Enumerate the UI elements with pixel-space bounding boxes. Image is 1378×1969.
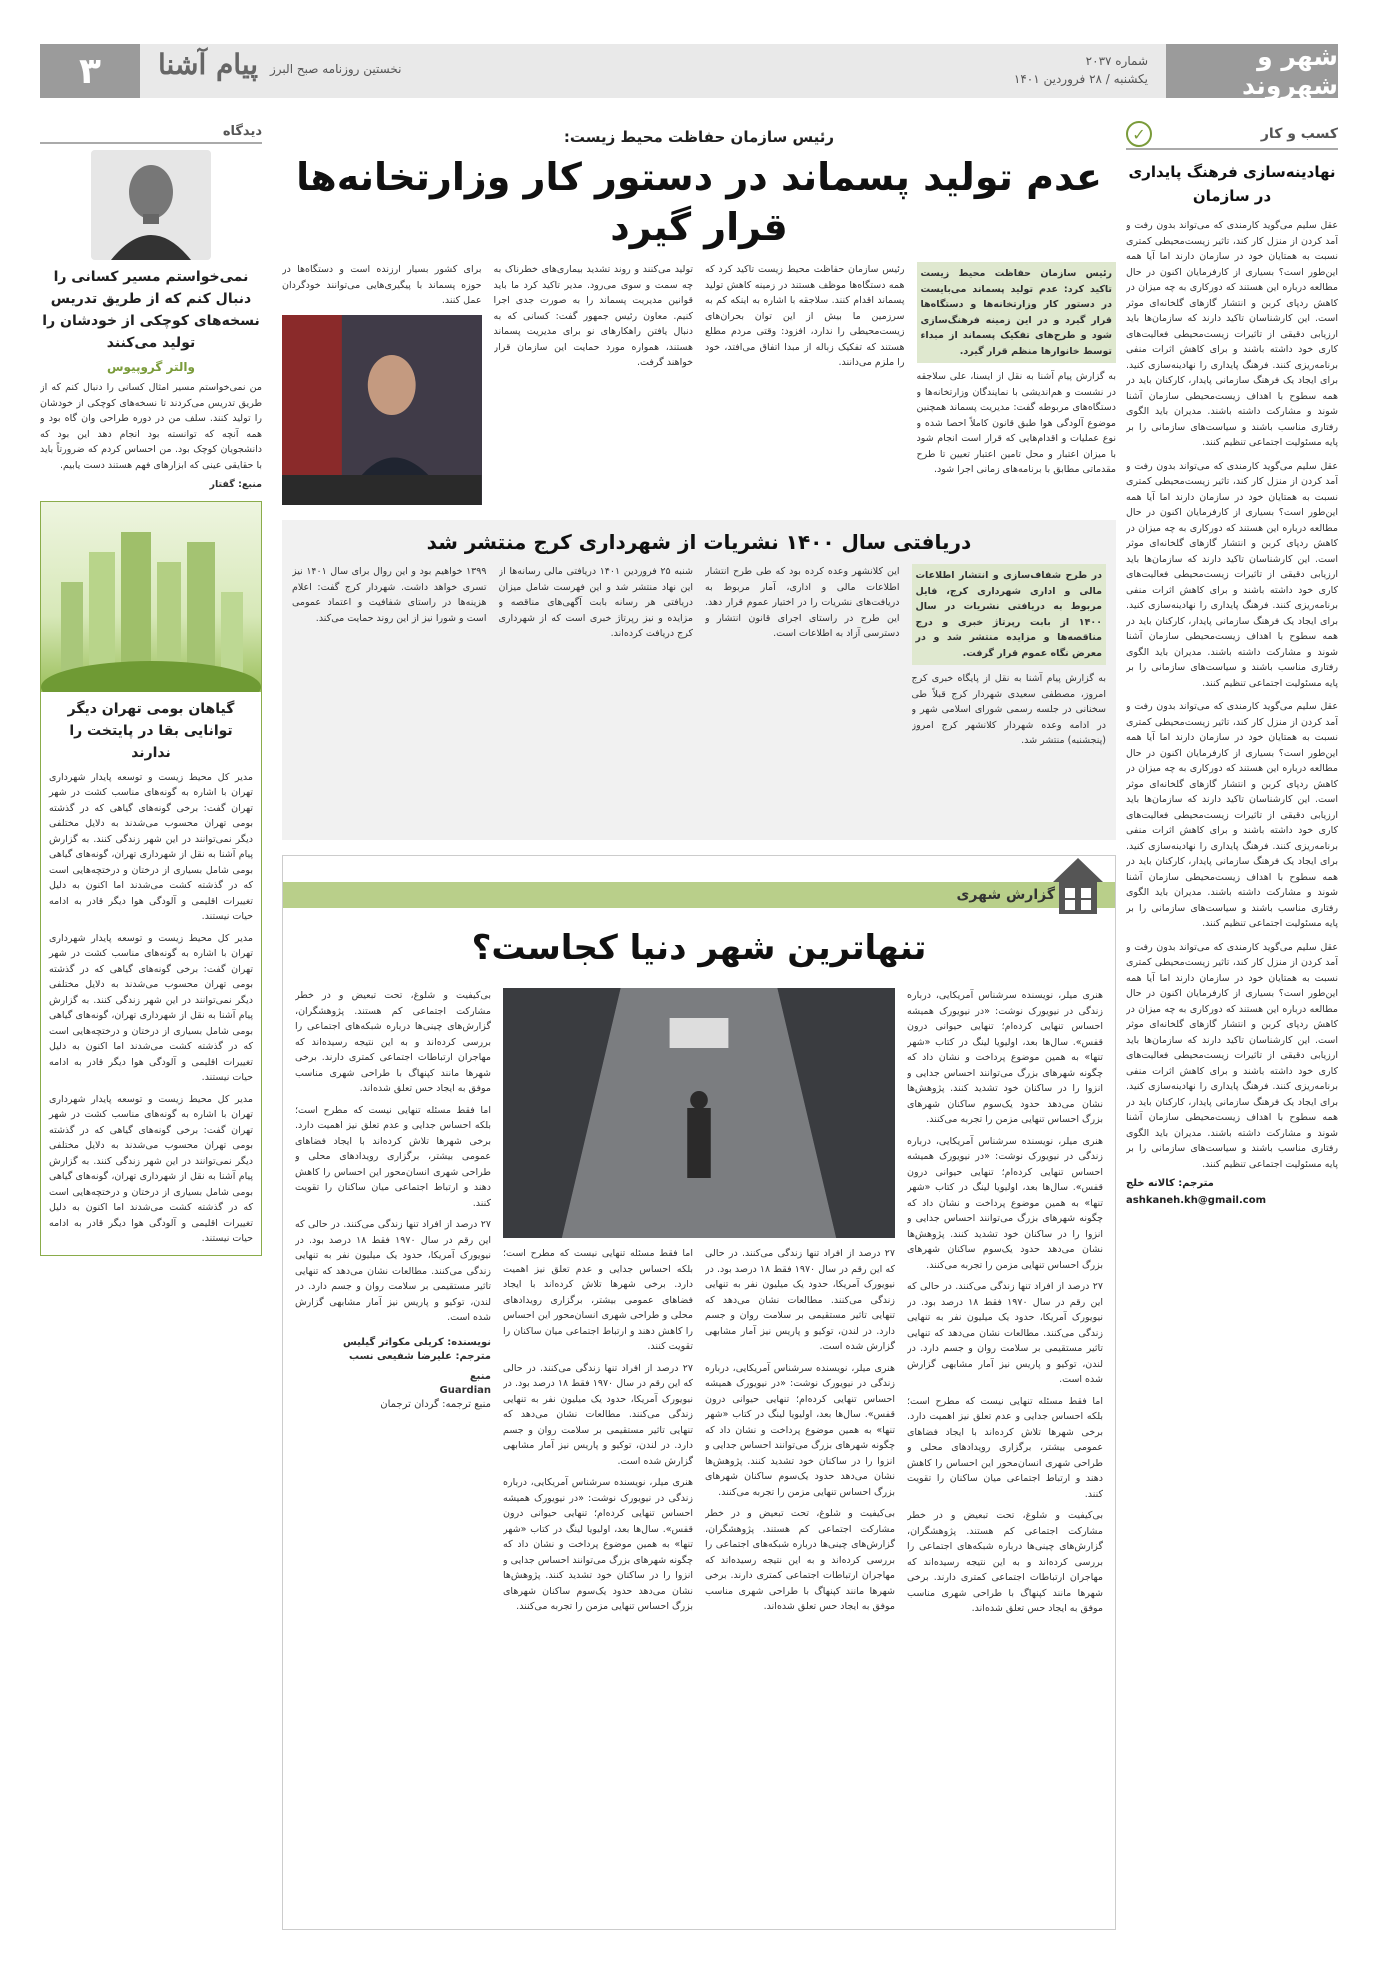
report-col-1-text-2: هنری میلر، نویسنده سرشناس آمریکایی، درباره زندگی در نیویورک نوشت: «در نیویورک همیشه احساس تنهایی کرده‌ام؛ تنهایی حیوانی درون قفس». سال‌ها بعد، اولیویا لینگ در کتاب «شهر تنها» به همین موضوع پرداخت و نشان داد که چگونه شهرهای بزرگ می‌توانند احساس جدایی و انزوا را در ساکنان خود تشدید کنند. پژوهش‌ها نشان می‌دهد حدود یک‌سوم ساکنان شهرهای بزرگ احساس تنهایی مزمن را تجربه می‌کنند. xyxy=(907,1135,1103,1271)
main-headline: عدم تولید پسماند در دستور کار وزارتخانه‌ها قرار گیرد xyxy=(296,155,1102,249)
city-report-title: تنهاترین شهر دنیا کجاست؟ xyxy=(471,928,927,968)
report-col-4 xyxy=(295,988,491,1938)
report-col-3-text: اما فقط مسئله تنهایی نیست که مطرح است؛ بلکه احساس جدایی و عدم تعلق نیز اهمیت دارد. برخی شهرها تلاش کرده‌اند با ایجاد فضاهای عمومی بیشتر، برگزاری رویدادهای محلی و طراحی شهری انسان‌محور این احساس را کاهش دهند و ارتباط اجتماعی میان ساکنان را تقویت کنند. xyxy=(503,1248,693,1352)
karaj-col-1-text: به گزارش پیام آشنا به نقل از پایگاه خبری کرج امروز، مصطفی سعیدی شهردار کرج قبلاً طی سخنانی در جلسه رسمی شورای اسلامی شهر و در ادامه وعده شهردار کلانشهر کرج امروز (پنجشنبه) منتشر شد. xyxy=(911,673,1106,746)
native-plants-box xyxy=(40,501,262,1256)
report-col-3-text-3: هنری میلر، نویسنده سرشناس آمریکایی، درباره زندگی در نیویورک نوشت: «در نیویورک همیشه احساس تنهایی کرده‌ام؛ تنهایی حیوانی درون قفس». سال‌ها بعد، اولیویا لینگ در کتاب «شهر تنها» به همین موضوع پرداخت و نشان داد که چگونه شهرهای بزرگ می‌توانند احساس جدایی و انزوا را در ساکنان خود تشدید کنند. پژوهش‌ها نشان می‌دهد حدود یک‌سوم ساکنان شهرهای بزرگ احساس تنهایی مزمن را تجربه می‌کنند. xyxy=(503,1477,693,1612)
source-value: Guardian xyxy=(439,1384,491,1396)
house-icon xyxy=(1051,856,1105,916)
report-col-3-text-2: ۲۷ درصد از افراد تنها زندگی می‌کنند. در حالی که این رقم در سال ۱۹۷۰ فقط ۱۸ درصد بود. در نیویورک آمریکا، حدود یک میلیون نفر به تنهایی زندگی می‌کنند. مطالعات نشان می‌دهد که تنهایی تاثیر مستقیمی بر سلامت روان و جسم دارد. در لندن، توکیو و پاریس نیز آمار مشابهی گزارش شده است. xyxy=(503,1362,693,1467)
main-article xyxy=(282,128,1116,512)
karaj-lead: در طرح شفاف‌سازی و انتشار اطلاعات مالی و اداری شهرداری کرج، فایل مربوط به دریافتی نشریات در سال ۱۴۰۰ از بابت رپرتاژ خبری و درج مناقصه‌ها و مزایده منتشر شد و در معرض نگاه عموم قرار گرفت. xyxy=(912,564,1107,665)
report-col-3 xyxy=(503,1246,693,1615)
main-col-1 xyxy=(917,262,1117,512)
report-inner-cols xyxy=(503,1246,895,1615)
main-lead: رئیس سازمان حفاظت محیط زیست تاکید کرد: عدم تولید پسماند می‌بایست در دستور کار وزارتخانه‌ها و دستگاه‌ها قرار گیرد و در این زمینه فرهنگ‌سازی شود و طرح‌های تفکیک پسماند از مبداء توسط خانوارها منظم قرار گیرد. xyxy=(917,262,1117,363)
main-col-3: تولید می‌کنند و روند تشدید بیماری‌های خطرناک به چه سمت و سوی می‌رود. مدیر تاکید کرد ما باید قوانین مدیریت پسماند را به صورت جدی اجرا کنیم. معاون رئیس جمهور گفت: کسانی که به دنبال یافتن راهکارهای نو برای مدیریت پسماند هستند، همواره مورد حمایت این سازمان قرار خواهند گرفت. xyxy=(493,264,693,368)
main-col-4 xyxy=(282,262,482,512)
subway-photo-image xyxy=(503,988,895,1238)
report-credits xyxy=(295,1336,491,1412)
source-translator: منبع ترجمه: گردان ترجمان xyxy=(380,1398,491,1410)
green-city-illustration xyxy=(41,502,261,692)
city-skyline-graphic xyxy=(41,502,261,692)
center-content xyxy=(282,120,1116,1930)
newspaper-logo: پیام آشنا xyxy=(158,48,259,81)
report-col-2-text-2: هنری میلر، نویسنده سرشناس آمریکایی، درباره زندگی در نیویورک نوشت: «در نیویورک همیشه احساس تنهایی کرده‌ام؛ تنهایی حیوانی درون قفس». سال‌ها بعد، اولیویا لینگ در کتاب «شهر تنها» به همین موضوع پرداخت و نشان داد که چگونه شهرهای بزرگ می‌توانند احساس جدایی و انزوا را در ساکنان خود تشدید کنند. پژوهش‌ها نشان می‌دهد حدود یک‌سوم ساکنان شهرهای بزرگ احساس تنهایی مزمن را تجربه می‌کنند. xyxy=(705,1362,895,1498)
karaj-col-2: این کلانشهر وعده کرده بود که طی طرح انتشار اطلاعات مالی و اداری، آمار مربوط به دریافت‌های نشریات را در اختیار عموم قرار دهد. این طرح در راستای اجرای قانون انتشار و دسترسی آزاد به اطلاعات است. xyxy=(705,566,900,639)
checkmark-icon: ✓ xyxy=(1126,121,1152,147)
business-email[interactable]: ashkaneh.kh@gmail.com xyxy=(1126,1195,1267,1206)
business-header xyxy=(1126,120,1338,150)
main-article-columns xyxy=(282,262,1116,512)
native-plants-body-continued-2: مدیر کل محیط زیست و توسعه پایدار شهرداری تهران با اشاره به گونه‌های مناسب کشت در شهر تهران گفت: برخی گونه‌های گیاهی که در گذشته بومی تهران محسوب می‌شدند به دلایل مختلفی دیگر نمی‌توانند در این شهر زندگی کنند. به گزارش پیام آشنا به نقل از شهرداری تهران، گونه‌های گیاهی بومی شامل بسیاری از درختان و درختچه‌هایی است که در گذشته کشت می‌شدند اما اکنون به دلیل تغییرات اقلیمی و آلودگی هوا دیگر قادر به ادامه حیات نیستند. xyxy=(49,1093,253,1244)
tagline: نخستین روزنامه صبح البرز xyxy=(270,62,402,76)
karaj-columns xyxy=(292,564,1106,814)
business-body-continued-3: عقل سلیم می‌گوید کارمندی که می‌تواند بدون رفت و آمد کردن از منزل کار کند، تاثیر زیست‌محیطی کمتری نسبت به همتایان خود در سازمان دارند اما آیا همه این‌طور است؟ بسیاری از کارفرمایان اکنون در حال مطالعه درباره این هستند که دورکاری به چه میزان در کاهش ردپای کربن و انتشار گازهای گلخانه‌ای موثر است. این کارشناسان تاکید دارند که سازمان‌ها باید ارزیابی دقیقی از تاثیرات زیست‌محیطی فعالیت‌های کاری خود داشته باشند و برای کاهش اثرات منفی برنامه‌ریزی کنند. فرهنگ پایداری را نهادینه‌سازی کنید. برای ایجاد یک فرهنگ سازمانی پایدار، کارکنان باید در همه سطوح با اهداف زیست‌محیطی سازمان آشنا شوند و مشارکت داشته باشند. مدیران باید الگوی رفتاری مناسب باشند و سیاست‌های سازمانی را بر پایه مسئولیت اجتماعی تنظیم کنند. xyxy=(1126,941,1338,1170)
business-body: عقل سلیم می‌گوید کارمندی که می‌تواند بدون رفت و آمد کردن از منزل کار کند، تاثیر زیست‌محیطی کمتری نسبت به همتایان خود در سازمان دارند اما آیا همه این‌طور است؟ بسیاری از کارفرمایان اکنون در حال مطالعه درباره این هستند که دورکاری به چه میزان در کاهش ردپای کربن و انتشار گازهای گلخانه‌ای موثر است. این کارشناسان تاکید دارند که سازمان‌ها باید ارزیابی دقیقی از تاثیرات زیست‌محیطی فعالیت‌های کاری خود داشته باشند و برای کاهش اثرات منفی برنامه‌ریزی کنند. فرهنگ پایداری را نهادینه‌سازی کنید. برای ایجاد یک فرهنگ سازمانی پایدار، کارکنان باید در همه سطوح با اهداف زیست‌محیطی سازمان آشنا شوند و مشارکت داشته باشند. مدیران باید الگوی رفتاری مناسب باشند و سیاست‌های سازمانی را بر پایه مسئولیت اجتماعی تنظیم کنند. xyxy=(1126,220,1338,448)
report-col-1-text-5: بی‌کیفیت و شلوغ، تحت تبعیض و در خطر مشارکت اجتماعی کم هستند. پژوهشگران، گزارش‌های چینی‌ها درباره شبکه‌های اجتماعی را بررسی کرده‌اند و به این نتیجه رسیده‌اند که مهاجران ارتباطات اجتماعی کمتری دارند. برخی شهرها مانند کپنهاگ با طراحی شهری مناسب موفق به ایجاد حس تعلق شده‌اند. xyxy=(907,1510,1103,1614)
karaj-article xyxy=(282,520,1116,840)
business-label: کسب و کار xyxy=(1260,126,1338,142)
issue-info xyxy=(1014,52,1148,88)
report-col-4-text-3: ۲۷ درصد از افراد تنها زندگی می‌کنند. در حالی که این رقم در سال ۱۹۷۰ فقط ۱۸ درصد بود. در نیویورک آمریکا، حدود یک میلیون نفر به تنهایی زندگی می‌کنند. مطالعات نشان می‌دهد که تنهایی تاثیر مستقیمی بر سلامت روان و جسم دارد. در لندن، توکیو و پاریس نیز آمار مشابهی گزارش شده است. xyxy=(295,1219,491,1323)
opinion-author: والتر گروپیوس xyxy=(106,360,195,374)
report-translator: مترجم: علیرضا شفیعی نسب xyxy=(348,1350,491,1362)
business-author: مترجم: کالانه خلج xyxy=(1126,1178,1214,1189)
report-col-1-text-4: اما فقط مسئله تنهایی نیست که مطرح است؛ بلکه احساس جدایی و عدم تعلق نیز اهمیت دارد. برخی شهرها تلاش کرده‌اند با ایجاد فضاهای عمومی بیشتر، برگزاری رویدادهای محلی و طراحی شهری انسان‌محور این احساس را کاهش دهند و ارتباط اجتماعی میان ساکنان را تقویت کنند. xyxy=(907,1395,1103,1500)
karaj-col-1 xyxy=(912,564,1107,814)
report-col-4-text-2: اما فقط مسئله تنهایی نیست که مطرح است؛ بلکه احساس جدایی و عدم تعلق نیز اهمیت دارد. برخی شهرها تلاش کرده‌اند با ایجاد فضاهای عمومی بیشتر، برگزاری رویدادهای محلی و طراحی شهری انسان‌محور این احساس را کاهش دهند و ارتباط اجتماعی میان ساکنان را تقویت کنند. xyxy=(295,1104,491,1209)
karaj-col-4: ۱۳۹۹ خواهیم بود و این روال برای سال ۱۴۰۱ نیز تسری خواهد داشت. شهردار کرج گفت: اعلام هزینه‌ها در راستای شفافیت و اعتماد عمومی است و شورا نیز از این روند حمایت می‌کند. xyxy=(292,566,487,624)
subway-photo xyxy=(503,988,895,1238)
author-portrait xyxy=(91,150,211,260)
opinion-body: من نمی‌خواستم مسیر امثال کسانی را دنبال کنم که از طریق تدریس می‌کردند تا نسخه‌های کوچکی از خودشان را تولید کنند. سلف من در دوره طراحی وان گاه بود و همه آنچه که توانسته بود انجام دهد این بود که دانشجویان کوچک بود. من احساس کردم که ضرورتاً باید با حقایقی عینی که ابزارهای فهم هستند دست یابیم. xyxy=(40,382,262,471)
report-col-1-text: هنری میلر، نویسنده سرشناس آمریکایی، درباره زندگی در نیویورک نوشت: «در نیویورک همیشه احساس تنهایی کرده‌ام؛ تنهایی حیوانی درون قفس». سال‌ها بعد، اولیویا لینگ در کتاب «شهر تنها» به همین موضوع پرداخت و نشان داد که چگونه شهرهای بزرگ می‌توانند احساس جدایی و انزوا را در ساکنان خود تشدید کنند. پژوهش‌ها نشان می‌دهد حدود یک‌سوم ساکنان شهرهای بزرگ احساس تنهایی مزمن را تجربه می‌کنند. xyxy=(907,990,1103,1125)
report-col-1-text-3: ۲۷ درصد از افراد تنها زندگی می‌کنند. در حالی که این رقم در سال ۱۹۷۰ فقط ۱۸ درصد بود. در نیویورک آمریکا، حدود یک میلیون نفر به تنهایی زندگی می‌کنند. مطالعات نشان می‌دهد که تنهایی تاثیر مستقیمی بر سلامت روان و جسم دارد. در لندن، توکیو و پاریس نیز آمار مشابهی گزارش شده است. xyxy=(907,1281,1103,1385)
issue-number: شماره ۲۰۳۷ xyxy=(1085,54,1148,68)
official-photo-image xyxy=(282,315,482,505)
native-plants-body: مدیر کل محیط زیست و توسعه پایدار شهرداری تهران با اشاره به گونه‌های مناسب کشت در شهر تهران گفت: برخی گونه‌های گیاهی که در گذشته بومی تهران محسوب می‌شدند به دلایل مختلفی دیگر نمی‌توانند در این شهر زندگی کنند. به گزارش پیام آشنا به نقل از شهرداری تهران، گونه‌های گیاهی بومی شامل بسیاری از درختان و درختچه‌هایی است که در گذشته کشت می‌شدند اما اکنون به دلیل تغییرات اقلیمی و آلودگی هوا دیگر قادر به ادامه حیات نیستند. xyxy=(49,771,253,922)
report-col-2 xyxy=(705,1246,895,1615)
native-plants-title: گیاهان بومی تهران دیگر توانایی بقا در پایتخت را ندارند xyxy=(67,700,235,761)
page-header xyxy=(40,44,1338,98)
portrait-image xyxy=(91,150,211,260)
karaj-headline: دریافتی سال ۱۴۰۰ نشریات از شهرداری کرج منتشر شد xyxy=(426,530,972,554)
report-col-2-text: ۲۷ درصد از افراد تنها زندگی می‌کنند. در حالی که این رقم در سال ۱۹۷۰ فقط ۱۸ درصد بود. در نیویورک آمریکا، حدود یک میلیون نفر به تنهایی زندگی می‌کنند. مطالعات نشان می‌دهد که تنهایی تاثیر مستقیمی بر سلامت روان و جسم دارد. در لندن، توکیو و پاریس نیز آمار مشابهی گزارش شده است. xyxy=(705,1248,895,1352)
report-col-4-text: بی‌کیفیت و شلوغ، تحت تبعیض و در خطر مشارکت اجتماعی کم هستند. پژوهشگران، گزارش‌های چینی‌ها درباره شبکه‌های اجتماعی را بررسی کرده‌اند و به این نتیجه رسیده‌اند که مهاجران ارتباطات اجتماعی کمتری دارند. برخی شهرها مانند کپنهاگ با طراحی شهری مناسب موفق به ایجاد حس تعلق شده‌اند. xyxy=(295,990,491,1094)
report-col-1 xyxy=(907,988,1103,1938)
official-photo xyxy=(282,315,482,505)
report-col-2-3 xyxy=(503,988,895,1938)
business-column xyxy=(1126,120,1338,1930)
city-report xyxy=(282,855,1116,1930)
business-body-continued: عقل سلیم می‌گوید کارمندی که می‌تواند بدون رفت و آمد کردن از منزل کار کند، تاثیر زیست‌محیطی کمتری نسبت به همتایان خود در سازمان دارند اما آیا همه این‌طور است؟ بسیاری از کارفرمایان اکنون در حال مطالعه درباره این هستند که دورکاری به چه میزان در کاهش ردپای کربن و انتشار گازهای گلخانه‌ای موثر است. این کارشناسان تاکید دارند که سازمان‌ها باید ارزیابی دقیقی از تاثیرات زیست‌محیطی فعالیت‌های کاری خود داشته باشند و برای کاهش اثرات منفی برنامه‌ریزی کنند. فرهنگ پایداری را نهادینه‌سازی کنید. برای ایجاد یک فرهنگ سازمانی پایدار، کارکنان باید در همه سطوح با اهداف زیست‌محیطی سازمان آشنا شوند و مشارکت داشته باشند. مدیران باید الگوی رفتاری مناسب باشند و سیاست‌های سازمانی را بر پایه مسئولیت اجتماعی تنظیم کنند. xyxy=(1126,460,1338,689)
karaj-col-3: شنبه ۲۵ فروردین ۱۴۰۱ دریافتی مالی رسانه‌ها از این نهاد منتشر شد و این فهرست شامل میزان دریافتی هر رسانه بابت آگهی‌های مناقصه و مزایده و نیز رپرتاژ خبری است که از شهرداری کرج دریافت کرده‌اند. xyxy=(498,566,693,639)
page-number: ۳ xyxy=(40,44,140,98)
main-kicker: رئیس سازمان حفاظت محیط زیست: xyxy=(563,128,835,146)
business-body-continued-2: عقل سلیم می‌گوید کارمندی که می‌تواند بدون رفت و آمد کردن از منزل کار کند، تاثیر زیست‌محیطی کمتری نسبت به همتایان خود در سازمان دارند اما آیا همه این‌طور است؟ بسیاری از کارفرمایان اکنون در حال مطالعه درباره این هستند که دورکاری به چه میزان در کاهش ردپای کربن و انتشار گازهای گلخانه‌ای موثر است. این کارشناسان تاکید دارند که سازمان‌ها باید ارزیابی دقیقی از تاثیرات زیست‌محیطی فعالیت‌های کاری خود داشته باشند و برای کاهش اثرات منفی برنامه‌ریزی کنند. فرهنگ پایداری را نهادینه‌سازی کنید. برای ایجاد یک فرهنگ سازمانی پایدار، کارکنان باید در همه سطوح با اهداف زیست‌محیطی سازمان آشنا شوند و مشارکت داشته باشند. مدیران باید الگوی رفتاری مناسب باشند و سیاست‌های سازمانی را بر پایه مسئولیت اجتماعی تنظیم کنند. xyxy=(1126,701,1338,929)
report-author: نویسنده: کریلی مکواتر گیلیس xyxy=(342,1336,491,1348)
city-report-band: گزارش شهری xyxy=(283,882,1115,908)
main-col-1-text: به گزارش پیام آشنا به نقل از ایسنا، علی سلاجقه در نشست و هم‌اندیشی با نمایندگان وزارتخانه‌ها و دستگاه‌های مربوطه گفت: مدیریت پسماند همچنین موضوع آلودگی هوا طبق قانون کاملاً احصا شده و نوع عملیات و اقدام‌هایی که قرار است انجام شود با میزان اعتبار و محل تامین اعتبار تعیین تا طرح مقدماتی مطابق با برنامه‌های زمانی اجرا شود. xyxy=(916,371,1116,475)
report-col-2-text-3: بی‌کیفیت و شلوغ، تحت تبعیض و در خطر مشارکت اجتماعی کم هستند. پژوهشگران، گزارش‌های چینی‌ها درباره شبکه‌های اجتماعی را بررسی کرده‌اند و به این نتیجه رسیده‌اند که مهاجران ارتباطات اجتماعی کمتری دارند. برخی شهرها مانند کپنهاگ با طراحی شهری مناسب موفق به ایجاد حس تعلق شده‌اند. xyxy=(705,1508,895,1612)
opinion-title: نمی‌خواستم مسیر کسانی را دنبال کنم که از طریق تدریس نسخه‌های کوچکی از خودشان را تولید می‌کنند xyxy=(42,269,260,351)
native-plants-body-continued: مدیر کل محیط زیست و توسعه پایدار شهرداری تهران با اشاره به گونه‌های مناسب کشت در شهر تهران گفت: برخی گونه‌های گیاهی که در گذشته بومی تهران محسوب می‌شدند به دلایل مختلفی دیگر نمی‌توانند در این شهر زندگی کنند. به گزارش پیام آشنا به نقل از شهرداری تهران، گونه‌های گیاهی بومی شامل بسیاری از درختان و درختچه‌هایی است که در گذشته کشت می‌شدند اما اکنون به دلیل تغییرات اقلیمی و آلودگی هوا دیگر قادر به ادامه حیات نیستند. xyxy=(49,932,253,1083)
issue-date: یکشنبه / ۲۸ فروردین ۱۴۰۱ xyxy=(1013,72,1148,86)
source-label: منبع xyxy=(469,1370,491,1382)
opinion-column xyxy=(40,120,262,1930)
business-title: نهادینه‌سازی فرهنگ پایداری در سازمان xyxy=(1128,163,1336,205)
main-col-4-text: برای کشور بسیار ارزنده است و دستگاه‌ها در حوزه پسماند با پیگیری‌هایی می‌توانند خودگردان عمل کنند. xyxy=(282,264,482,306)
section-title: شهر و شهروند xyxy=(1166,44,1338,98)
opinion-header: دیدگاه xyxy=(40,120,262,144)
city-report-columns xyxy=(283,988,1115,1938)
main-col-2: رئیس سازمان حفاظت محیط زیست تاکید کرد که همه دستگاه‌ها موظف هستند در زمینه کاهش تولید پسماند اقدام کنند. سلاجقه با اشاره به اینکه کم به سرزمین ما بیش از این توان بحران‌های زیست‌محیطی را ندارد، افزود: وقتی مردم مطلع هستند که تفکیک زباله از مبدا اتفاق می‌افتد، خود را ملزم می‌دانند. xyxy=(705,264,905,368)
opinion-source: منبع: گفتار xyxy=(209,479,262,490)
